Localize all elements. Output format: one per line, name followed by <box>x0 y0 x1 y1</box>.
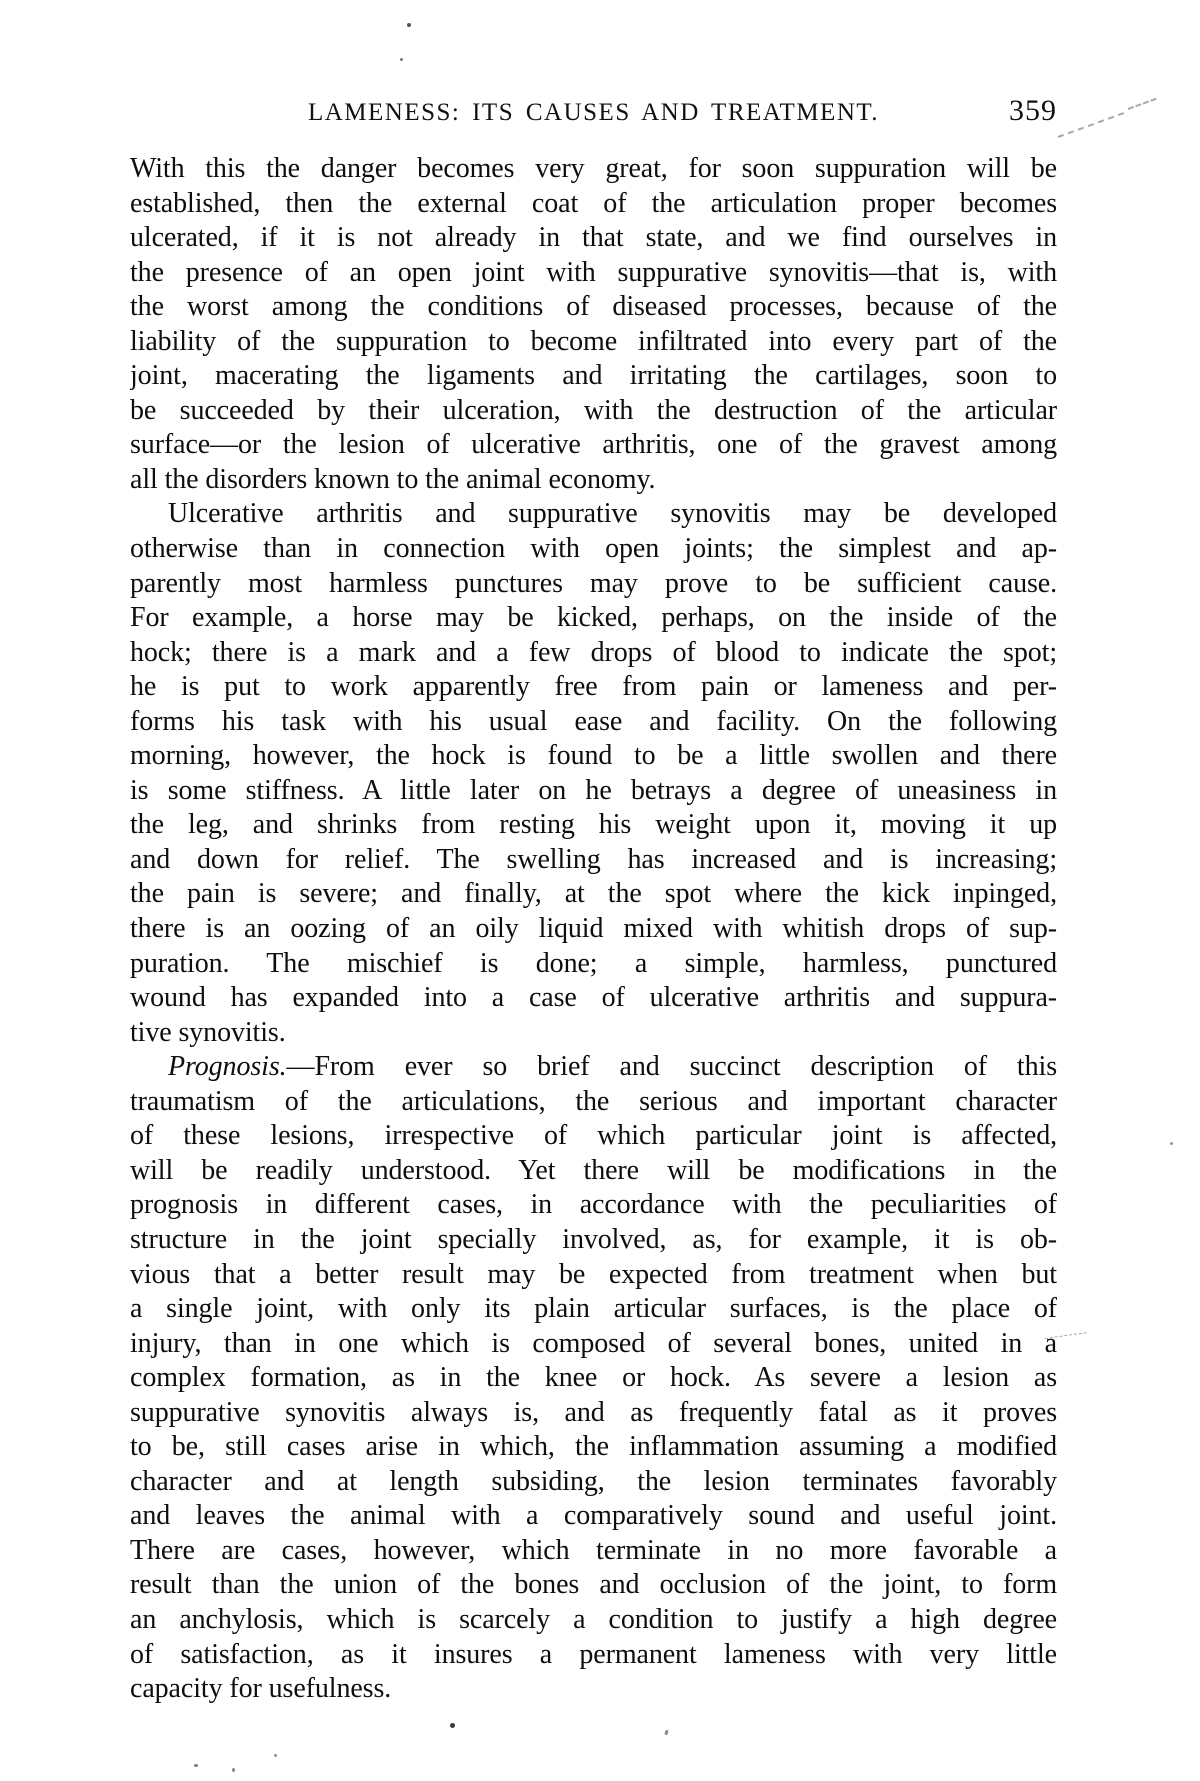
text-line: wound has expanded into a case of ulcerative arthritis and suppura- <box>130 982 1057 1014</box>
scan-speck <box>664 1730 669 1736</box>
text-line: the pain is severe; and finally, at the spot where the kick inpinged, <box>130 878 1057 910</box>
text-line: vious that a better result may be expected from treatment when but <box>130 1258 1057 1290</box>
text-line: morning, however, the hock is found to be a little swollen and there <box>130 740 1057 772</box>
text-line: be succeeded by their ulceration, with the destruction of the articular <box>130 394 1057 426</box>
text-line: complex formation, as in the knee or hock. As severe a lesion as <box>130 1362 1057 1394</box>
text-line: and leaves the animal with a comparatively sound and useful joint. <box>130 1500 1057 1532</box>
text-line: ulcerated, if it is not already in that state, and we find ourselves in <box>130 222 1057 254</box>
text-block <box>130 152 1057 1707</box>
text-line: prognosis in different cases, in accordance with the peculiarities of <box>130 1189 1057 1221</box>
text-line: there is an oozing of an oily liquid mixed with whitish drops of sup- <box>130 913 1057 945</box>
italic-lead-word: Prognosis. <box>168 1051 287 1083</box>
text-line: the presence of an open joint with suppurative synovitis—that is, with <box>130 256 1057 288</box>
text-line: he is put to work apparently free from pain or lameness and per- <box>130 671 1057 703</box>
scan-speck <box>194 1764 198 1767</box>
text-line: to be, still cases arise in which, the inflammation assuming a modified <box>130 1431 1057 1463</box>
text-line: There are cases, however, which terminate in no more favorable a <box>130 1534 1057 1566</box>
text-line: established, then the external coat of the articulation proper becomes <box>130 187 1057 219</box>
scan-speck <box>407 23 411 27</box>
page-number: 359 <box>1009 94 1057 127</box>
text-line: the worst among the conditions of diseased processes, because of the <box>130 291 1057 323</box>
scan-speck <box>450 1723 455 1728</box>
text-line: is some stiffness. A little later on he betrays a degree of uneasiness in <box>130 774 1057 806</box>
text-line: will be readily understood. Yet there will be modifications in the <box>130 1154 1057 1186</box>
text-line: injury, than in one which is composed of several bones, united in a <box>130 1327 1057 1359</box>
text-line: liability of the suppuration to become infiltrated into every part of the <box>130 325 1057 357</box>
text-line: and down for relief. The swelling has increased and is increasing; <box>130 843 1057 875</box>
text-line: For example, a horse may be kicked, perhaps, on the inside of the <box>130 602 1057 634</box>
text-line: otherwise than in connection with open joints; the simplest and ap- <box>130 533 1057 565</box>
scan-speck <box>1170 1142 1173 1145</box>
text-line: traumatism of the articulations, the serious and important character <box>130 1085 1057 1117</box>
text-line: a single joint, with only its plain articular surfaces, is the place of <box>130 1293 1057 1325</box>
text-line: With this the danger becomes very great, for soon suppuration will be <box>130 153 1057 184</box>
text-line: capacity for usefulness. <box>130 1673 392 1705</box>
text-line: hock; there is a mark and a few drops of blood to indicate the spot; <box>130 636 1057 668</box>
scan-speck <box>274 1754 277 1757</box>
paragraph <box>130 1050 1057 1706</box>
text-line: Ulcerative arthritis and suppurative synovitis may be developed <box>168 498 1057 530</box>
text-line: structure in the joint specially involved, as, for example, it is ob- <box>130 1223 1057 1255</box>
text-line <box>130 1050 1057 1085</box>
scan-scratch <box>1128 98 1157 110</box>
text-line: of these lesions, irrespective of which particular joint is affected, <box>130 1120 1057 1152</box>
text-line: of satisfaction, as it insures a permanent lameness with very little <box>130 1638 1057 1670</box>
scan-scratch <box>1058 112 1124 138</box>
text-line: joint, macerating the ligaments and irritating the cartilages, soon to <box>130 360 1057 392</box>
text-line: character and at length subsiding, the lesion terminates favorably <box>130 1465 1057 1497</box>
text-line: parently most harmless punctures may prove to be sufficient cause. <box>130 567 1057 599</box>
text-line: an anchylosis, which is scarcely a condition to justify a high degree <box>130 1603 1057 1635</box>
text-line: tive synovitis. <box>130 1016 286 1048</box>
text-segment: —From ever so brief and succinct description of this <box>286 1051 1057 1083</box>
text-line: all the disorders known to the animal economy. <box>130 463 656 495</box>
text-line: forms his task with his usual ease and facility. On the following <box>130 705 1057 737</box>
paragraph <box>130 152 1057 497</box>
text-line: result than the union of the bones and occlusion of the joint, to form <box>130 1569 1057 1601</box>
text-line: the leg, and shrinks from resting his weight upon it, moving it up <box>130 809 1057 841</box>
page-title: LAMENESS: ITS CAUSES AND TREATMENT. <box>307 99 880 126</box>
scan-speck <box>232 1768 235 1772</box>
paragraph <box>130 497 1057 1050</box>
text-line: suppurative synovitis always is, and as frequently fatal as it proves <box>130 1396 1057 1428</box>
running-header <box>130 94 1057 132</box>
text-line: puration. The mischief is done; a simple, harmless, punctured <box>130 947 1057 979</box>
scan-speck <box>400 58 403 61</box>
text-line: surface—or the lesion of ulcerative arthritis, one of the gravest among <box>130 429 1057 461</box>
